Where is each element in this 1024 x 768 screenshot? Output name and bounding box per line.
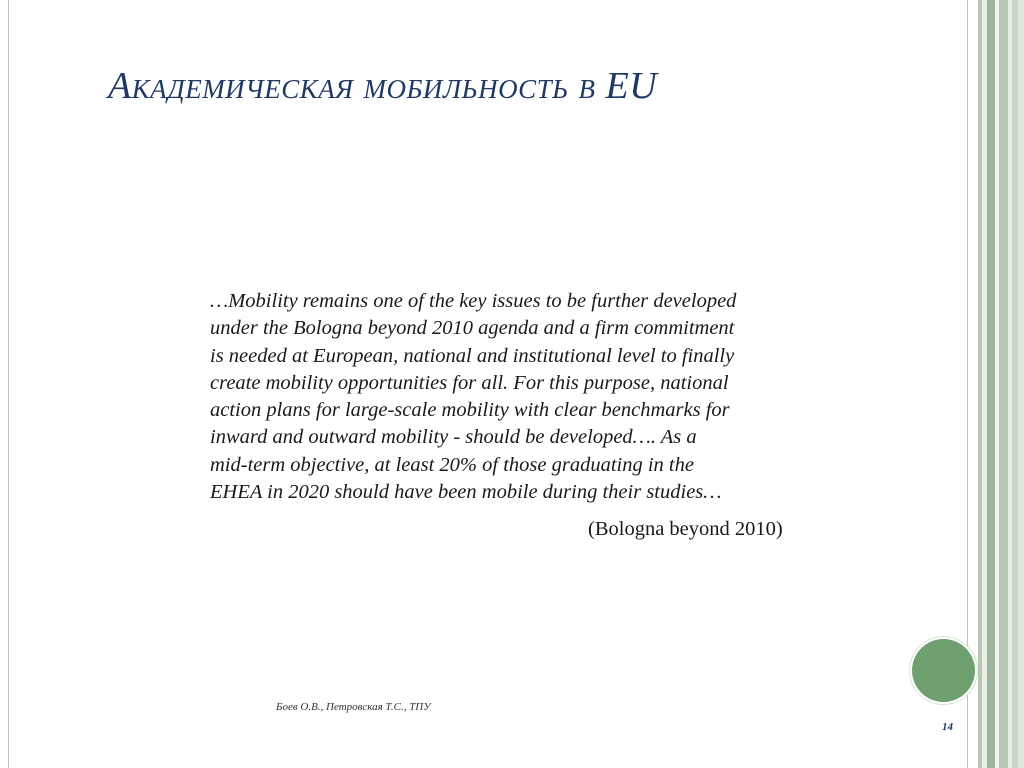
quote-block (210, 288, 900, 506)
quote-line: create mobility opportunities for all. For this purpose, national (210, 371, 729, 394)
quote-line: is needed at European, national and institutional level to finally (210, 344, 735, 367)
decorative-stripe (1018, 0, 1024, 768)
decorative-circle (912, 639, 975, 702)
decorative-stripe (999, 0, 1008, 768)
quote-line: …Mobility remains one of the key issues to be further developed (210, 290, 737, 312)
slide-title: Академическая мобильность в EU (108, 65, 658, 107)
footer-authors: Боев О.В., Петровская Т.С., ТПУ (276, 701, 431, 713)
decorative-stripe (987, 0, 995, 768)
quote-citation: (Bologna beyond 2010) (588, 518, 783, 540)
quote-line: mid-term objective, at least 20% of those graduating in the (210, 453, 694, 476)
quote-line: under the Bologna beyond 2010 agenda and a firm commitment (210, 317, 735, 340)
quote-line: inward and outward mobility - should be developed…. As a (210, 426, 697, 449)
quote-line: action plans for large-scale mobility with clear benchmarks for (210, 399, 730, 422)
page-number: 14 (942, 721, 953, 733)
quote-line: EHEA in 2020 should have been mobile during their studies… (210, 481, 722, 504)
